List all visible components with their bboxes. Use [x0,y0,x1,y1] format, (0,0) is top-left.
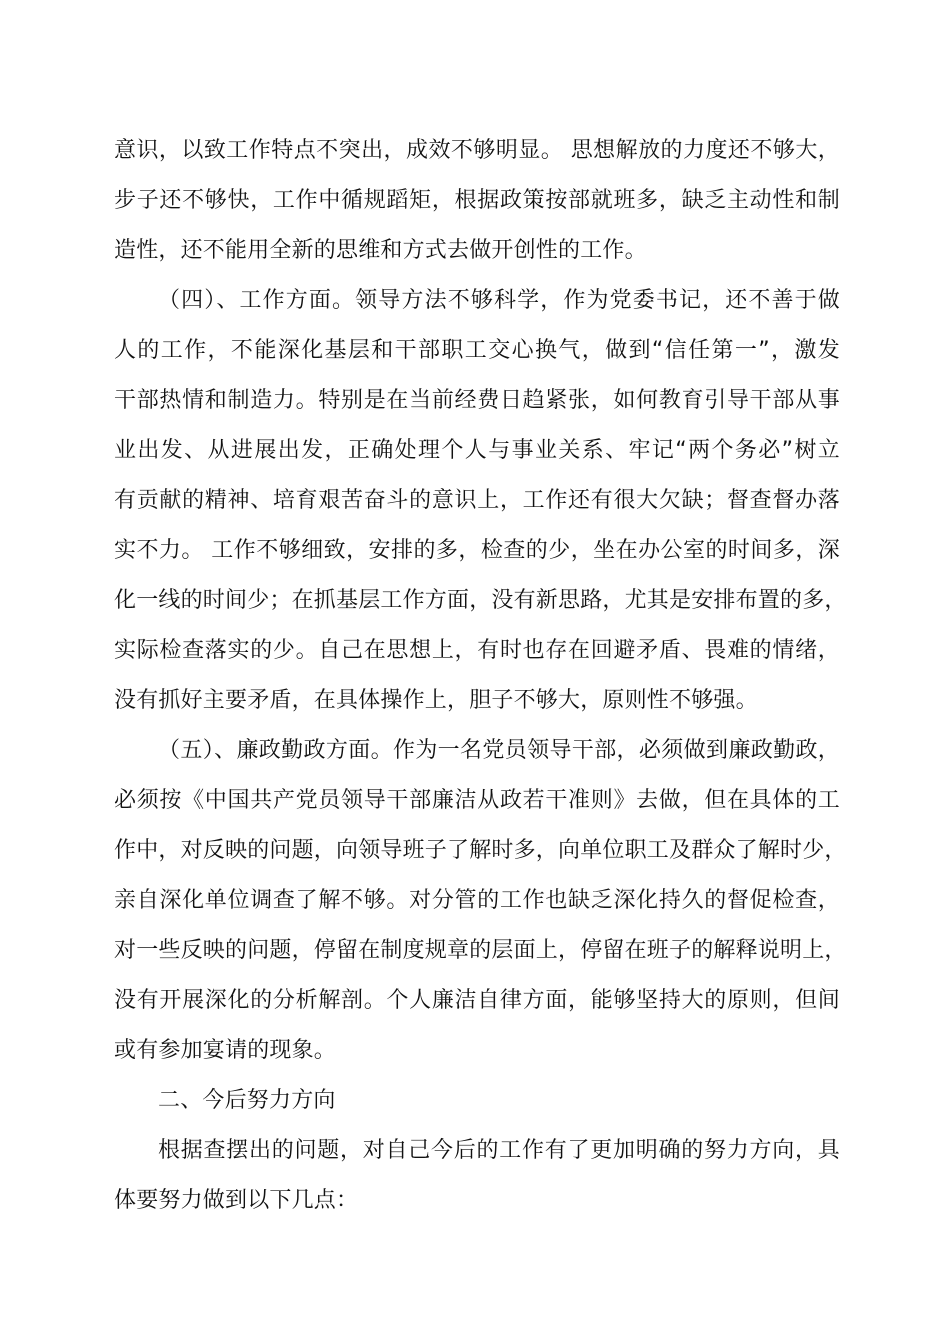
section-heading: 二、今后努力方向 [158,1088,336,1113]
text-line: 对一些反映的问题，停留在制度规章的层面上，停留在班子的解释说明上， [114,938,847,963]
text-line: 造性，还不能用全新的思维和方式去做开创性的工作。 [114,238,647,263]
text-line: 亲自深化单位调查了解不够。对分管的工作也缺乏深化持久的督促检查， [114,888,840,913]
text-line: 人的工作，不能深化基层和干部职工交心换气，做到“信任第一”，激发 [114,338,840,363]
text-line: 有贡献的精神、培育艰苦奋斗的意识上，工作还有很大欠缺；督查督办落 [114,488,840,513]
text-line: 实不力。 工作不够细致，安排的多，检查的少，坐在办公室的时间多，深 [114,538,840,563]
text-line: 化一线的时间少；在抓基层工作方面，没有新思路，尤其是安排布置的多， [114,588,847,613]
text-line: 或有参加宴请的现象。 [114,1038,337,1063]
text-line: 业出发、从进展出发，正确处理个人与事业关系、牢记“两个务必”树立 [114,438,840,463]
text-line: 没有开展深化的分析解剖。个人廉洁自律方面，能够坚持大的原则，但间 [114,988,840,1013]
text-line: 意识，以致工作特点不突出，成效不够明显。 思想解放的力度还不够大， [114,138,840,163]
text-line: 必须按《中国共产党员领导干部廉洁从政若干准则》去做，但在具体的工 [114,788,840,813]
paragraph-start-line: 根据查摆出的问题，对自己今后的工作有了更加明确的努力方向，具 [158,1138,840,1163]
text-line: 步子还不够快，工作中循规蹈矩，根据政策按部就班多，缺乏主动性和制 [114,188,840,213]
paragraph-start-line: （四）、工作方面。领导方法不够科学，作为党委书记，还不善于做 [158,288,840,313]
text-line: 作中，对反映的问题，向领导班子了解时多，向单位职工及群众了解时少， [114,838,847,863]
text-line: 体要努力做到以下几点： [114,1188,359,1213]
text-line: 没有抓好主要矛盾，在具体操作上，胆子不够大，原则性不够强。 [114,688,758,713]
text-line: 实际检查落实的少。自己在思想上，有时也存在回避矛盾、畏难的情绪， [114,638,840,663]
text-line: 干部热情和制造力。特别是在当前经费日趋紧张，如何教育引导干部从事 [114,388,840,413]
paragraph-start-line: （五）、廉政勤政方面。作为一名党员领导干部，必须做到廉政勤政， [158,738,840,763]
